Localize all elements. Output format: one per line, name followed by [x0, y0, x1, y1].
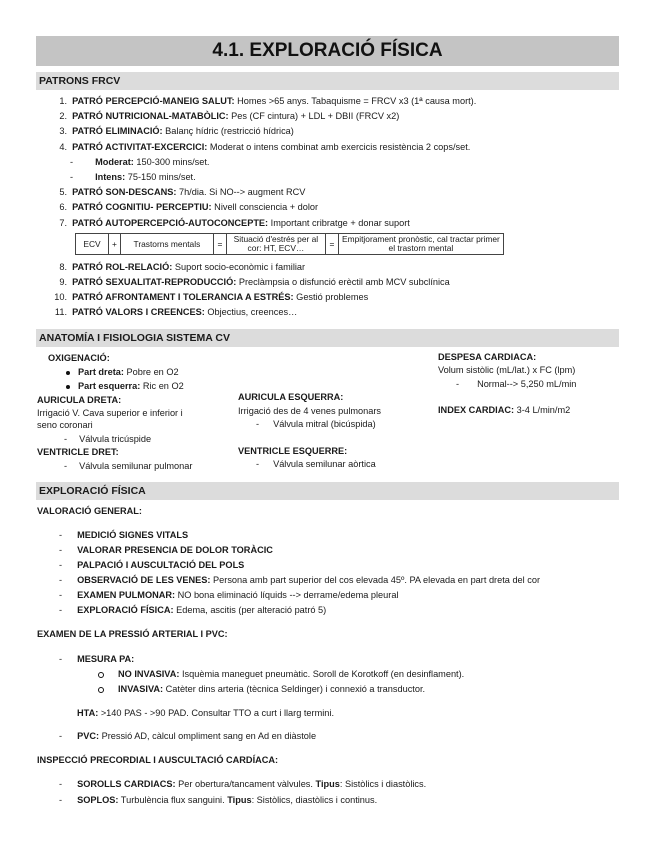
list-item: - EXAMEN PULMONAR: NO bona eliminació líquids --> derrame/edema pleural — [59, 590, 399, 600]
table-cell: + — [109, 234, 121, 255]
list-item: - PALPACIÓ I AUSCULTACIÓ DEL POLS — [59, 560, 245, 570]
list-item: 3. PATRÓ ELIMINACIÓ: Balanç hídric (restricció hídrica) — [59, 126, 294, 136]
list-item: INVASIVA: Catèter dins arteria (tècnica Seldinger) i connexió a transductor. — [98, 684, 425, 696]
list-item: - SOPLOS: Turbulència flux sanguini. Tipus: Sistòlics, diastòlics i continus. — [59, 795, 378, 805]
index-cardiac: INDEX CARDIAC: 3-4 L/min/m2 — [438, 405, 571, 415]
ventricle-esquerre-title: VENTRICLE ESQUERRE: — [238, 446, 348, 456]
ventricle-dret-title: VENTRICLE DRET: — [37, 447, 119, 457]
bullet-icon — [98, 672, 104, 678]
table-cell: ECV — [76, 234, 109, 255]
list-item: 9. PATRÓ SEXUALITAT-REPRODUCCIÓ: Preclàmpsia o disfunció erèctil amb MCV subclínica — [59, 277, 450, 287]
auricula-dreta-text-2: seno coronari — [37, 420, 93, 430]
auricula-dreta-text: Irrigació V. Cava superior e inferior i — [37, 408, 183, 418]
list-item: - OBSERVACIÓ DE LES VENES: Persona amb part superior del cos elevada 45º. PA elevada en part dreta del cor — [59, 575, 541, 585]
list-item: - EXPLORACIÓ FÍSICA: Edema, ascitis (per alteració patró 5) — [59, 605, 327, 615]
bullet-icon — [66, 371, 70, 375]
list-item: - Válvula tricúspide — [64, 434, 152, 444]
list-item: - Válvula semilunar pulmonar — [64, 461, 193, 471]
list-item: - Válvula mitral (bicúspida) — [256, 419, 376, 429]
auricula-esquerra-title: AURICULA ESQUERRA: — [238, 392, 344, 402]
despesa-cardiaca-text: Volum sistòlic (mL/lat.) x FC (lpm) — [438, 365, 576, 375]
list-item: - VALORAR PRESENCIA DE DOLOR TORÀCIC — [59, 545, 273, 555]
list-item: 5. PATRÓ SON-DESCANS: 7h/dia. Si NO--> augment RCV — [59, 187, 306, 197]
page-title: 4.1. EXPLORACIÓ FÍSICA — [36, 36, 619, 66]
list-item: - SOROLLS CARDIACS: Per obertura/tancament vàlvules. Tipus: Sistòlics i diastòlics. — [59, 779, 427, 789]
pressio-arterial-title: EXAMEN DE LA PRESSIÓ ARTERIAL I PVC: — [37, 629, 228, 639]
list-item: - MEDICIÓ SIGNES VITALS — [59, 530, 189, 540]
list-item: 6. PATRÓ COGNITIU- PERCEPTIU: Nivell consciencia + dolor — [59, 202, 319, 212]
list-item: 11. PATRÓ VALORS I CREENCES: Objectius, creences… — [54, 307, 298, 317]
auricula-esquerra-text: Irrigació des de 4 venes pulmonars — [238, 406, 381, 416]
list-item: 8. PATRÓ ROL-RELACIÓ: Suport socio-econòmic i familiar — [59, 262, 306, 272]
hta-line: HTA: >140 PAS - >90 PAD. Consultar TTO a curt i llarg termini. — [77, 708, 335, 718]
table-cell: Trastorns mentals — [120, 234, 213, 255]
bullet-icon — [66, 385, 70, 389]
list-item: - Moderat: 150-300 mins/set. — [70, 157, 210, 167]
list-item: NO INVASIVA: Isquèmia maneguet pneumàtic. Soroll de Korotkoff (en desinflament). — [98, 669, 464, 681]
list-item: 1. PATRÓ PERCEPCIÓ-MANEIG SALUT: Homes >65 anys. Tabaquisme = FRCV x3 (1ª causa mort). — [59, 96, 477, 106]
valoracio-general-title: VALORACIÓ GENERAL: — [37, 506, 142, 516]
section-heading-patrons: PATRONS FRCV — [36, 72, 619, 90]
bullet-icon — [98, 687, 104, 693]
section-heading-anatomia: ANATOMÍA I FISIOLOGIA SISTEMA CV — [36, 329, 619, 347]
list-item: - Normal--> 5,250 mL/min — [456, 379, 577, 389]
section-heading-exploracio: EXPLORACIÓ FÍSICA — [36, 482, 619, 500]
list-item: 4. PATRÓ ACTIVITAT-EXCERCICI: Moderat o intens combinat amb exercicis resistència 2 cops/set. — [59, 142, 471, 152]
list-item: Part esquerra: Ric en O2 — [66, 381, 184, 393]
list-item: 2. PATRÓ NUTRICIONAL-MATABÒLIC: Pes (CF cintura) + LDL + DBII (FRCV x2) — [59, 111, 400, 121]
list-item: - PVC: Pressió AD, càlcul ompliment sang en Ad en diàstole — [59, 731, 317, 741]
list-item: - Válvula semilunar aòrtica — [256, 459, 376, 469]
list-item: 7. PATRÓ AUTOPERCEPCIÓ-AUTOCONCEPTE: Important cribratge + donar suport — [59, 218, 410, 228]
table-cell: = — [213, 234, 226, 255]
auricula-dreta-title: AURICULA DRETA: — [37, 395, 122, 405]
list-item: - MESURA PA: — [59, 654, 135, 664]
list-item: - Intens: 75-150 mins/set. — [70, 172, 196, 182]
despesa-cardiaca-title: DESPESA CARDIACA: — [438, 352, 537, 362]
inspeccio-title: INSPECCIÓ PRECORDIAL I AUSCULTACIÓ CARDÍACA: — [37, 755, 279, 765]
list-item: Part dreta: Pobre en O2 — [66, 367, 179, 379]
table-cell: = — [325, 234, 338, 255]
list-item: 10. PATRÓ AFRONTAMENT I TOLERANCIA A ESTRÉS: Gestió problemes — [54, 292, 369, 302]
table-cell: Situació d'estrés per al cor: HT, ECV… — [226, 234, 325, 255]
oxigenacio-title: OXIGENACIÓ: — [48, 353, 110, 363]
table-cell: Empitjorament pronòstic, cal tractar primer el trastorn mental — [338, 234, 503, 255]
ecv-table — [75, 233, 504, 255]
